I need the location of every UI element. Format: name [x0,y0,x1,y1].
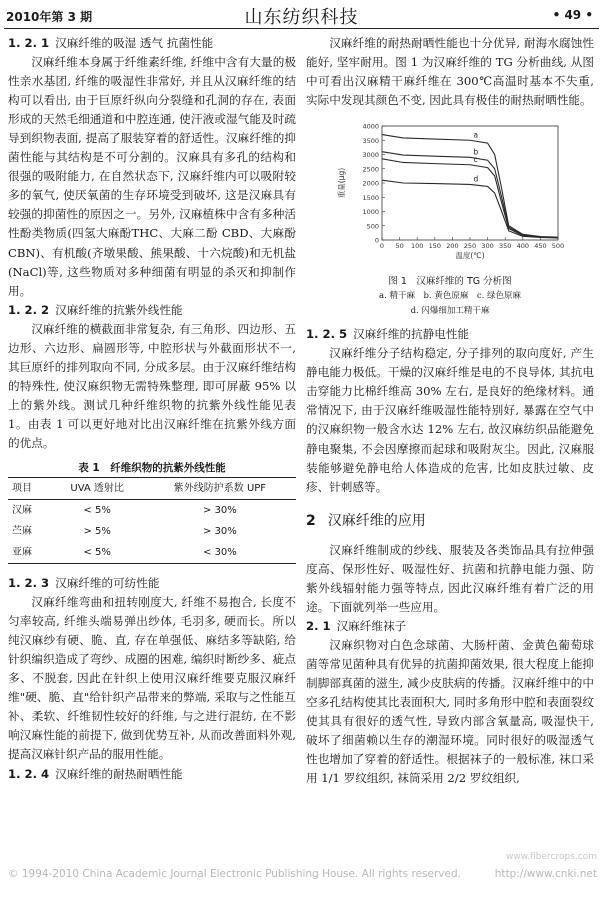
issue-label: 2010年第 3 期 [6,10,93,24]
left-column [8,34,296,784]
series-line-d [382,180,558,238]
paragraph: 汉麻纤维的横截面非常复杂, 有三角形、四边形、五边形、六边形、扁圆形等, 中腔形状与外截面形状不一, 其巨原纤的排列取向不同, 分成多层。由于汉麻纤维结构的特殊性, 使汉麻织物无需特殊整理, 即可屏蔽 95% 以上的紫外线。测试几种纤维织物的抗紫外线性能见表 1。由表 1 可以更好地对比出汉麻纤维在抗紫外线方面的优点。 [8,321,296,450]
y-tick-label: 4000 [362,122,379,131]
series-label-b: b [473,147,479,157]
section-heading-2-1 [306,617,594,636]
series-line-c [382,159,558,238]
x-axis-label: 温度(℃) [455,251,485,261]
section-number: 1. 2. 2 [8,302,50,317]
paragraph: 汉麻纤维弯曲和扭转刚度大, 纤维不易抱合, 长度不匀率较高, 纤维头端易弹出纱体, 毛羽多, 硬而长。所以纯汉麻纱有硬、脆、直, 存在单强低、麻结多等缺陷, 给针织编织造成了弯纱、成圈的困难, 编织时断纱多、疵点多、不脱套, 因此在针织上使用汉麻纤维要克服汉麻纤维"硬、脆、直"给针织产品带来的弊端, 采取与之性能互补、柔软、纤维韧性较好的纤维, 与之进行混纺, 在不影响汉麻性能的前提下, 做到优势互补, 从而改善面料外观, 提高汉麻针织产品的服用性能。 [8,595,296,762]
section-number: 1. 2. 4 [8,766,50,781]
section-heading-1-2-5 [306,325,594,344]
table-header-row [8,478,296,500]
right-column [306,34,594,788]
footer-url: http://www.cnki.net [494,868,597,880]
y-tick-label: 0 [374,236,379,245]
figure-legend-line: d. 闪爆细加工精干麻 [410,306,490,317]
page-number: • 49 • [552,8,593,22]
y-tick-label: 1000 [362,208,379,217]
x-tick-label: 500 [551,242,565,251]
section-heading-1-2-3 [8,574,296,593]
series-line-a [382,135,558,238]
x-tick-label: 200 [446,242,459,251]
page-header [0,0,603,26]
section-number: 1. 2. 3 [8,576,50,591]
table-header-cell: 项目 [12,483,32,495]
section-heading-2 [306,511,594,531]
series-label-c: c [473,154,478,164]
table-cell: > 30% [203,526,237,538]
x-tick-label: 0 [379,242,385,251]
section-heading-1-2-4 [8,765,296,784]
paragraph: 汉麻织物对白色念球菌、大肠杆菌、金黄色葡萄球菌等常见菌种具有优异的抗菌抑菌效果, 很大程度上能抑制脚部真菌的滋生, 减少皮肤病的传播。汉麻纤维中的中空多孔结构使其比表面积大, 同时多角形中腔和表面裂纹使其具有很好的透气性, 导致内部含氧量高, 吸湿快干, 破坏了细菌赖以生存的潮湿环境。同时很好的吸湿透气性也增加了穿着的舒适性。根据袜子的一般标准, 袜口采用 1/1 罗纹组织, 袜筒采用 2/2 罗纹组织, [306,637,594,786]
y-tick-label: 2500 [362,165,379,174]
figure-caption: 图 1 汉麻纤维的 TG 分析图 [388,276,512,288]
section-number: 1. 2. 1 [8,36,50,50]
section-title: 汉麻纤维的应用 [327,512,426,529]
x-tick-label: 100 [410,242,424,251]
section-title: 汉麻纤维的抗静电性能 [353,327,470,342]
series-label-d: d [473,174,479,184]
x-tick-label: 250 [463,242,477,251]
figure-legend-line: a. 精干麻 b. 黄色原麻 c. 绿色原麻 [379,291,521,302]
table-cell: < 5% [83,505,111,517]
header-rule [4,28,599,29]
x-tick-label: 450 [534,242,547,251]
x-tick-label: 400 [516,242,530,251]
table-cell: > 30% [203,505,237,517]
table-row [8,500,296,522]
section-number: 2 [306,512,316,529]
section-title: 汉麻纤维的抗紫外线性能 [55,302,183,317]
table-header-cell: 紫外线防护系数 UPF [173,483,267,495]
section-number: 1. 2. 5 [306,327,348,342]
table-cell: 亚麻 [12,547,32,559]
table-cell: < 30% [203,547,237,559]
tg-chart [330,118,570,268]
y-tick-label: 2000 [362,179,379,188]
y-tick-label: 500 [366,222,379,231]
x-tick-label: 300 [481,242,494,251]
table-header-cell: UVA 透射比 [70,483,124,495]
paragraph: 汉麻纤维的耐热耐晒性能也十分优异, 耐海水腐蚀性能好, 坚牢耐用。图 1 为汉麻纤维的 TG 分析曲线, 从图中可看出汉麻精干麻纤维在 300℃高温时基本不失重, 实际中发现其颜色不变, 因此具有极佳的耐热耐晒性能。 [306,36,594,108]
y-tick-label: 3500 [362,136,379,145]
table-cell: 苎麻 [12,526,32,538]
table-row [8,521,296,542]
copyright-text: © 1994-2010 China Academic Journal Electronic Publishing House. All rights reserved. [8,868,461,880]
table [8,477,296,564]
y-axis-label: 重量(μg) [337,167,346,199]
x-tick-label: 150 [428,242,442,251]
x-tick-label: 350 [498,242,512,251]
paragraph: 汉麻纤维分子结构稳定, 分子排列的取向度好, 产生静电能力极低。干燥的汉麻纤维是电的不良导体, 其抗电击穿能力比棉纤维高 30% 左右, 是良好的绝缘材料。通常情况下, 由于汉麻纤维吸湿性能特别好, 暴露在空气中的汉麻织物一般含水达 12% 左右, 故汉麻纺织品能避免静电聚集, 不会因摩擦而起球和吸附灰尘。因此, 汉麻服装能够避免静电给人体造成的危害, 比如皮肤过敏、皮疹、针刺感等。 [306,346,594,494]
watermark-text: www.fibercrops.com [506,852,597,862]
journal-title: 山东纺织科技 [244,7,359,28]
section-title: 汉麻纤维的耐热耐晒性能 [55,766,183,781]
paragraph: 汉麻纤维制成的纱线、服装及各类饰品具有拉伸强度高、保形性好、吸湿性好、抗菌和抗静电能力强、防紫外线辐射能力强等特点, 因此汉麻纤维有着广泛的用途。下面就列举一些应用。 [306,542,594,614]
y-tick-label: 3000 [362,151,379,160]
table-cell: > 5% [83,526,111,538]
uv-table [8,459,296,564]
table-row [8,542,296,564]
series-label-a: a [473,130,479,140]
section-heading-1-2-1 [8,34,296,53]
tg-figure [306,118,594,319]
table-caption: 表 1 纤维织物的抗紫外线性能 [78,462,226,475]
paragraph: 汉麻纤维本身属于纤维素纤维, 纤维中含有大量的极性亲水基团, 纤维的吸湿性非常好, 并且从汉麻纤维的结构可以看出, 由于巨原纤纵向分裂缝和孔洞的存在, 表面形成的天然毛细通道和中腔连通, 使汗液或湿气能及时疏导到织物表面, 提高了服装穿着的舒适性。汉麻纤维的抑菌性能与其结构是不可分割的。汉麻具有多孔的结构和很强的吸附能力, 在自然状态下, 汉麻纤维内可以吸附较多的氧气, 使厌氧菌的生存环境受到破坏, 这是汉麻具有较强的抑菌性的原因之一。另外, 汉麻植株中含有多种活性酚类物质(四氢大麻酚THC、大麻二酚 CBD、大麻酚 CBN)、有机酸(齐墩果酸、熊果酸、十六烷酸)和无机盐(NaCl)等, 这些物质对多种细菌有明显的杀灭和抑制作用。 [8,55,296,298]
section-number: 2. 1 [306,618,331,633]
section-title: 汉麻纤维的吸湿 透气 抗菌性能 [55,36,214,50]
y-tick-label: 1500 [362,193,379,202]
table-cell: 汉麻 [12,505,32,517]
section-title: 汉麻纤维袜子 [336,618,407,633]
section-title: 汉麻纤维的可纺性能 [55,576,160,591]
x-tick-label: 50 [395,242,404,251]
section-heading-1-2-2 [8,301,296,320]
table-cell: < 5% [83,547,111,559]
